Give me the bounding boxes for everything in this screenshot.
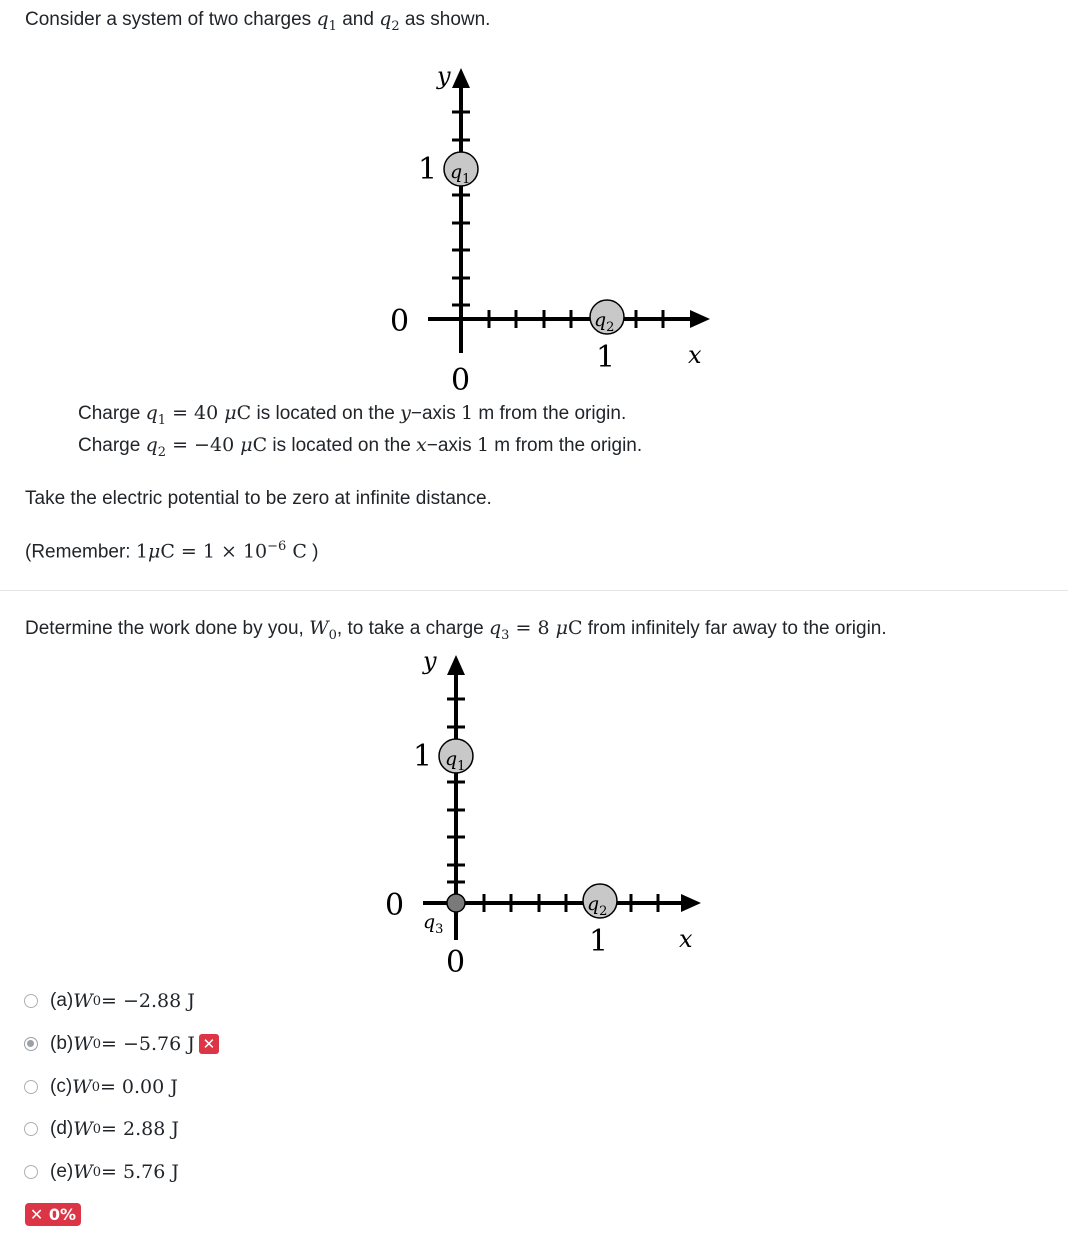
tick-x-label: 1 [596,340,616,375]
y-axis-arrow [452,68,470,88]
intro-text: Consider a system of two charges $q_1$ and $q_2$ as shown. [25,8,491,34]
potential-note: Take the electric potential to be zero at infinite distance. [25,488,492,509]
tick-y-label-2: 1 [413,739,433,774]
question-text: Determine the work done by you, $W_0$, to take a charge $q_3 = 8$ μC from infinitely far away to the origin. [25,617,887,643]
origin-y-label: 0 [390,304,410,339]
q2-label: $q_2$ [594,309,615,335]
score-badge: ✕ 0% [25,1203,81,1226]
charge-q1-description: Charge $q_1 = 40$ μC is located on the y−axis 1 m from the origin. [78,402,627,428]
option-b[interactable]: (b) W 0 = −5.76 J ✕ [24,1033,219,1055]
incorrect-icon: ✕ [199,1034,219,1054]
origin-x-label-2: 0 [446,945,466,980]
charge-diagram-1 [380,58,720,398]
option-e[interactable]: (e) W 0 = 5.76 J [24,1161,179,1183]
option-d[interactable]: (d) W 0 = 2.88 J [24,1118,179,1140]
axis-y-label-2: y [423,647,437,675]
y-axis-arrow-2 [447,655,465,675]
radio-option-d[interactable] [24,1122,38,1136]
x-axis-arrow-2 [681,894,701,912]
tick-y-label: 1 [418,152,438,187]
q3-charge [447,894,465,912]
option-c[interactable]: (c) W 0 = 0.00 J [24,1076,178,1098]
radio-option-e[interactable] [24,1165,38,1179]
section-divider [0,590,1068,591]
q3-label: $q_3$ [423,911,444,937]
radio-option-a[interactable] [24,994,38,1008]
remember-note: (Remember: $1\mu C = 1 \times 10^{-6}$ C ) [25,539,319,563]
charge-diagram-2 [375,645,715,985]
q1-label: $q_1$ [450,161,471,187]
tick-x-label-2: 1 [589,924,609,959]
axis-y-label: y [437,62,451,90]
radio-option-c[interactable] [24,1080,38,1094]
x-axis-arrow [690,310,710,328]
radio-option-b[interactable] [24,1037,38,1051]
q1-label-2: $q_1$ [445,748,466,774]
origin-y-label-2: 0 [385,888,405,923]
axis-x-label: x [688,341,702,369]
charge-q2-description: Charge $q_2 = -40$ μC is located on the x−axis 1 m from the origin. [78,434,643,460]
option-a[interactable]: (a) W 0 = −2.88 J [24,990,195,1012]
axis-x-label-2: x [679,925,693,953]
q2-label-2: $q_2$ [587,893,608,919]
origin-x-label: 0 [451,363,471,398]
